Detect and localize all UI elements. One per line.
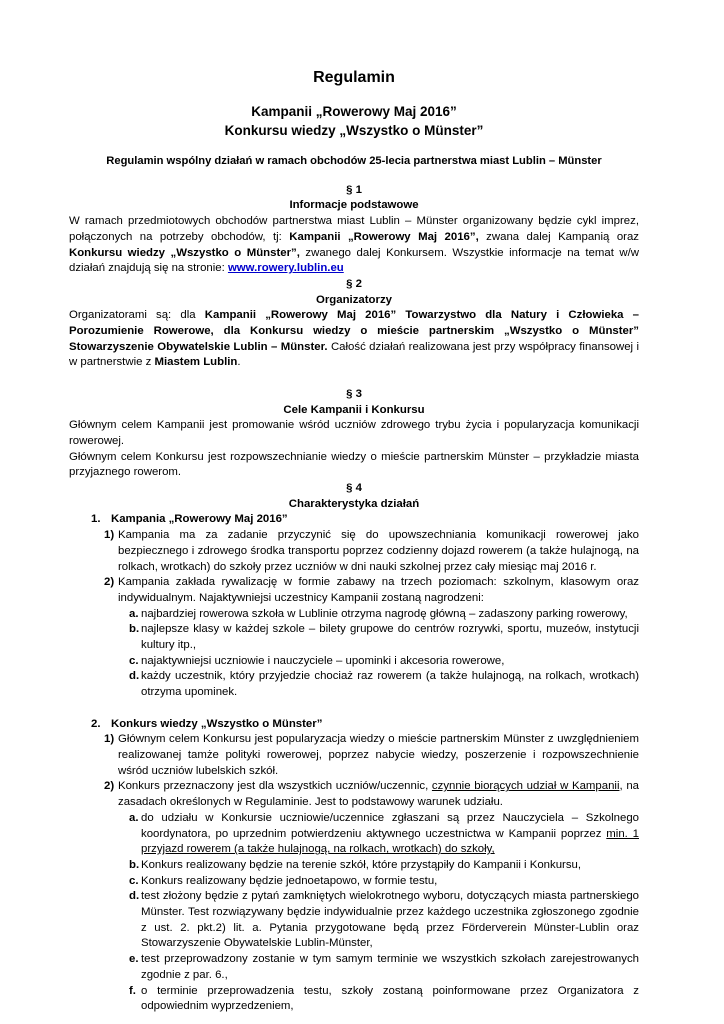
item-number: 2) <box>104 576 115 589</box>
sub-list-item <box>129 654 639 670</box>
item-number: 1) <box>104 733 115 746</box>
sub-list-item <box>129 858 639 874</box>
section-1-heading: Informacje podstawowe <box>289 199 419 212</box>
part-1-label: Kampania „Rowerowy Maj 2016” <box>111 513 288 526</box>
sub-item-text: do udziału w Konkursie uczniowie/uczennice zgłaszani są przez Nauczyciela – Szkolnego koordynatora, po uprzednim potwierdzeniu aktywnego uczestnictwa w Kampanii poprzez <box>141 811 639 840</box>
list-item <box>104 528 639 575</box>
underlined-text: min. 1 przyjazd rowerem (a także hulajnogą, na rolkach, wrotkach) do szkoły, <box>141 827 639 856</box>
item-text: Kampania ma za zadanie przyczynić się do upowszechniania komunikacji rowerowej jako bezpiecznego i zdrowego środka transportu poprzez codzienny dojazd rowerem (a także hulajnogą, na rolkach, wrotkach) do szkoły przez uczniów w dni nauki szkolnej przez cały miesiąc maj 2016 r. <box>118 529 639 573</box>
sub-item-text: test złożony będzie z pytań zamkniętych wielokrotnego wyboru, dotyczących miasta partnerskiego Münster. Test rozwiązywany będzie indywidualnie przez każdego uczestnika zgłoszonego zgodnie z ust. 2. pkt.2) lit. a. Pytania przygotowane będą przez Förderverein Münster-Lublin oraz Stowarzyszenie Obywatelskie Lublin-Münster, <box>141 890 639 950</box>
item-number: 2) <box>104 780 115 793</box>
section-2-heading: Organizatorzy <box>316 293 392 306</box>
bold-city-partner: Miastem Lublin <box>154 356 238 369</box>
sub-item-letter: a. <box>129 811 139 824</box>
sub-item-letter: c. <box>129 874 139 887</box>
part-2-label: Konkurs wiedzy „Wszystko o Münster” <box>111 717 323 730</box>
spacer <box>69 701 639 717</box>
bold-organizer-2: Konkursu wiedzy o mieście partnerskim „Wszystko o Münster” Stowarzyszenie Obywatelskie Lublin – Münster. <box>69 325 639 353</box>
joint-regulation-line: Regulamin wspólny działań w ramach obchodów 25-lecia partnerstwa miast Lublin – Münster <box>106 155 602 167</box>
sub-item-letter: b. <box>129 623 140 636</box>
bold-campaign-name: Kampanii „Rowerowy Maj 2016”, <box>289 230 479 243</box>
sub-list-item <box>129 607 639 623</box>
sub-item-text: test przeprowadzony zostanie w tym samym terminie we wszystkich szkołach zarejestrowanych zgodnie z par. 6., <box>141 953 639 981</box>
item-text: , na zasadach określonych w Regulaminie. Jest to podstawowy warunek udziału. <box>118 780 639 809</box>
sub-item-text: każdy uczestnik, który przyjedzie chociaż raz rowerem (a także hulajnogą, na rolkach, wrotkach) otrzyma upominek. <box>141 670 639 699</box>
text-span: Organizatorami są: dla <box>69 309 205 322</box>
document-title: Regulamin <box>313 69 395 86</box>
text-span: zwanego dalej Konkursem. Wszystkie informacje na temat w/w działań znajdują się na stronie: <box>69 246 639 275</box>
part-1-number: 1. <box>91 513 101 526</box>
sub-list-item <box>129 874 639 890</box>
item-text: Kampania zakłada rywalizację w formie zabawy na trzech poziomach: szkolnym, klasowym oraz indywidualnym. Najaktywniejsi uczestnicy Kampanii zostaną nagrodzeni: <box>118 576 639 604</box>
sub-item-letter: f. <box>129 984 136 997</box>
bold-contest-name: Konkursu wiedzy „Wszystko o Münster”, <box>69 246 300 259</box>
section-3-paragraph-1: Głównym celem Kampanii jest promowanie wśród uczniów zdrowego trybu życia i popularyzacja komunikacji rowerowej. <box>69 419 639 447</box>
document-page <box>69 60 639 1015</box>
sub-list-item <box>129 984 639 1015</box>
section-2-number: § 2 <box>346 277 362 290</box>
part-2-heading <box>91 717 639 733</box>
sub-list-item <box>129 669 639 700</box>
text-span: zwana dalej Kampanią oraz <box>478 230 639 243</box>
text-span <box>240 325 250 337</box>
sub-item-letter: d. <box>129 890 140 903</box>
text-span: W ramach przedmiotowych obchodów partnerstwa miast Lublin – Münster organizowany będzie cykl imprez, połączonych na potrzeby obchodów, tj: <box>69 215 639 243</box>
list-item <box>104 732 639 779</box>
text-span: Całość działań realizowana jest przy współpracy finansowej i w partnerstwie z <box>69 340 639 369</box>
spacer <box>69 371 639 387</box>
sub-list-item <box>129 622 639 653</box>
sub-item-text: o terminie przeprowadzenia testu, szkoły zostaną poinformowane przez Organizatora z odpowiednim wyprzedzeniem, <box>141 984 639 1013</box>
item-number: 1) <box>104 529 115 542</box>
sub-item-letter: b. <box>129 858 140 871</box>
section-4-heading: Charakterystyka działań <box>288 497 420 510</box>
sub-item-text: najaktywniejsi uczniowie i nauczyciele – upominki i akcesoria rowerowe, <box>141 654 505 667</box>
underlined-text: czynnie biorących udział w Kampanii <box>431 780 620 793</box>
item-text: Konkurs przeznaczony jest dla wszystkich uczniów/uczennic, <box>118 780 432 793</box>
website-link[interactable]: www.rowery.lublin.eu <box>227 262 344 275</box>
section-2-paragraph <box>69 308 639 371</box>
sub-item-text: najbardziej rowerowa szkoła w Lublinie otrzyma nagrodę główną – zadaszony parking rowerowy, <box>141 607 628 620</box>
sub-item-letter: c. <box>129 654 139 667</box>
sub-list-item <box>129 889 639 952</box>
sub-item-letter: a. <box>129 607 139 620</box>
sub-list-item <box>129 811 639 858</box>
bold-organizer-1: Kampanii „Rowerowy Maj 2016” Towarzystwo dla Natury i Człowieka – Porozumienie Rowerowe, dla <box>69 309 639 338</box>
sub-list-item <box>129 952 639 983</box>
section-1-paragraph <box>69 214 639 277</box>
sub-item-text: Konkurs realizowany będzie na terenie szkół, które przystąpiły do Kampanii i Konkursu, <box>141 858 582 871</box>
list-item <box>104 575 639 606</box>
subtitle-contest: Konkursu wiedzy „Wszystko o Münster” <box>224 123 484 138</box>
text-span: . <box>237 356 241 369</box>
subtitle-campaign: Kampanii „Rowerowy Maj 2016” <box>251 104 457 119</box>
sub-item-letter: d. <box>129 670 140 683</box>
section-3-paragraph-2: Głównym celem Konkursu jest rozpowszechnianie wiedzy o mieście partnerskim Münster – przykładzie miasta przyjaznego rowerom. <box>69 450 639 479</box>
list-item <box>104 779 639 810</box>
sub-item-letter: e. <box>129 953 139 966</box>
part-1-heading <box>91 512 639 528</box>
item-text: Głównym celem Konkursu jest popularyzacja wiedzy o mieście partnerskim Münster z uwzględnieniem realizowanej tamże polityki rowerowej, poprzez nabycie wiedzy, poszerzenie i rozpowszechnienie wśród uczniów lubelskich szkół. <box>118 733 639 777</box>
section-3-heading: Cele Kampanii i Konkursu <box>283 403 425 416</box>
part-2-number: 2. <box>91 717 101 730</box>
sub-item-text: Konkurs realizowany będzie jednoetapowo, w formie testu, <box>141 874 438 887</box>
sub-item-text: najlepsze klasy w każdej szkole – bilety grupowe do centrów rozrywki, sportu, muzeów, instytucji kultury itp., <box>141 623 639 652</box>
section-1-number: § 1 <box>346 183 362 196</box>
section-4-number: § 4 <box>346 482 362 495</box>
section-3-number: § 3 <box>346 387 362 400</box>
